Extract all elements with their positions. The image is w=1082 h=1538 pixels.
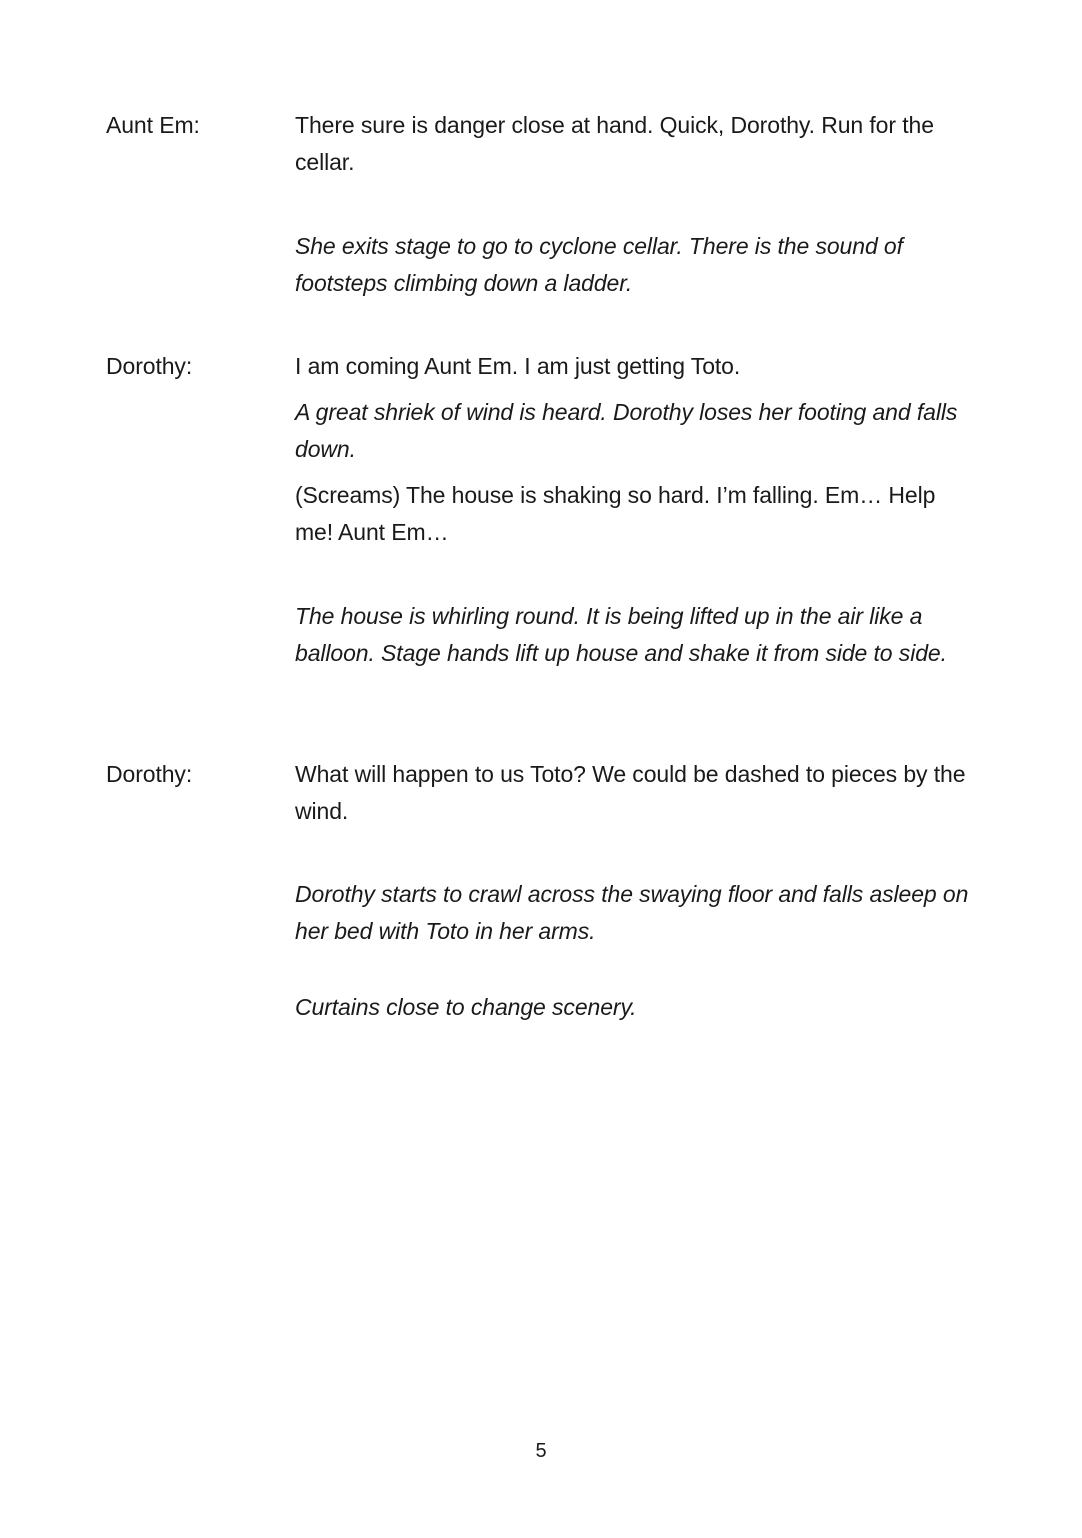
stage-direction: Dorothy starts to crawl across the swaying floor and falls asleep on her bed with Toto in her arms. [295,881,969,944]
stage-direction: The house is whirling round. It is being lifted up in the air like a balloon. Stage hands lift up house and shake it from side to side. [295,603,947,666]
dialogue-line: What will happen to us Toto? We could be dashed to pieces by the wind. [295,761,966,824]
speaker-name: Aunt Em: [106,112,200,138]
page-number: 5 [535,1440,547,1462]
speaker-name: Dorothy: [106,761,193,787]
dialogue-line: There sure is danger close at hand. Quick, Dorothy. Run for the cellar. [295,112,934,175]
speaker-name: Dorothy: [106,353,193,379]
stage-direction: She exits stage to go to cyclone cellar. There is the sound of footsteps climbing down a ladder. [295,233,903,296]
dialogue-line: I am coming Aunt Em. I am just getting Toto. [295,353,741,379]
dialogue-line: (Screams) The house is shaking so hard. I’m falling. Em… Help me! Aunt Em… [295,482,936,545]
stage-direction: Curtains close to change scenery. [295,994,637,1020]
stage-direction: A great shriek of wind is heard. Dorothy loses her footing and falls down. [295,399,958,462]
